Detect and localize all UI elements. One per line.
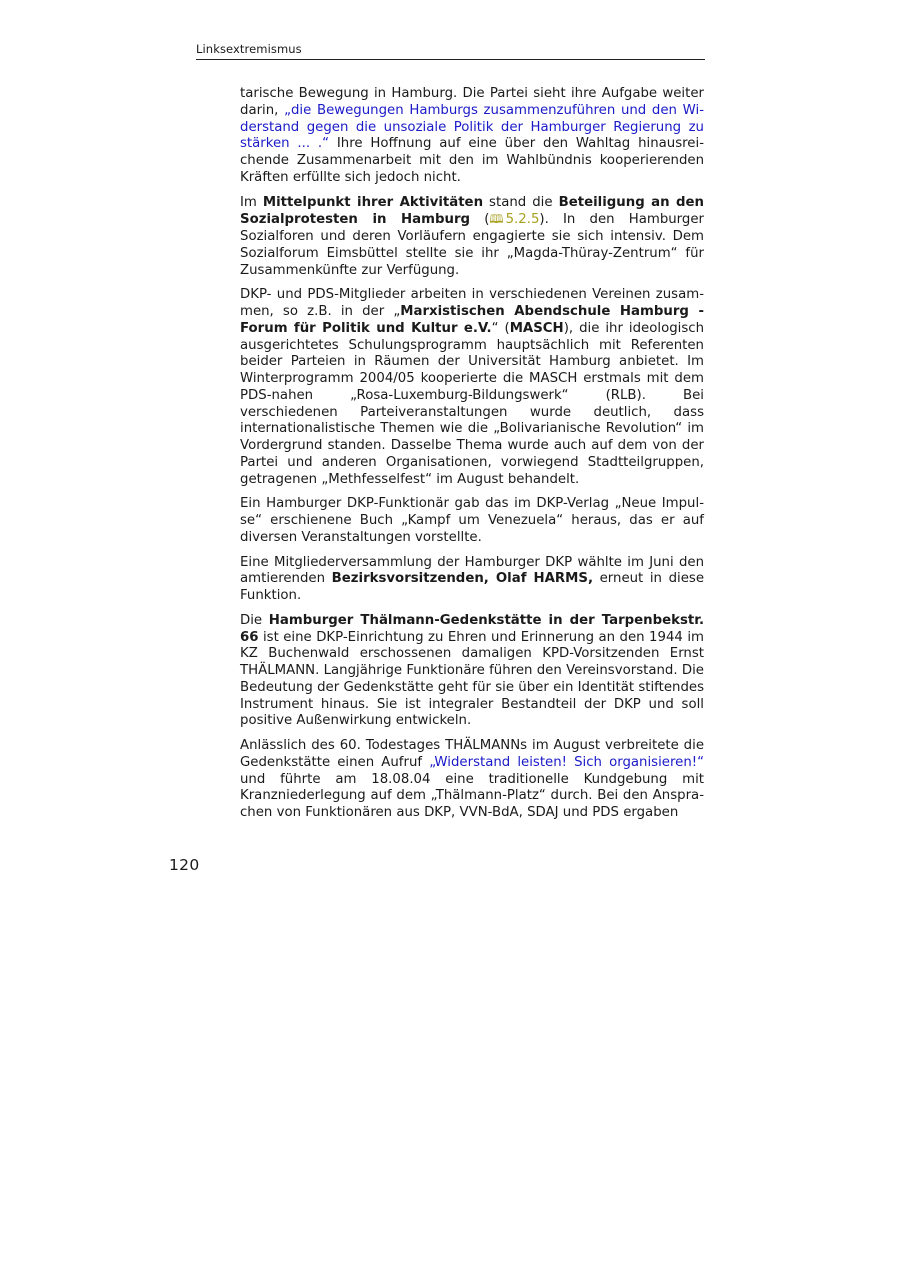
bold-run: Marxistischen Abendschule Hamburg - Forum für Politik und Kultur e.V. (240, 304, 705, 336)
text-run: erneut in diese Funktion. (240, 571, 704, 603)
running-title: Linksextremismus (196, 42, 302, 56)
bold-run: Bezirksvorsitzenden, Olaf HARMS, (331, 571, 593, 587)
paragraph-7 (240, 738, 704, 822)
text-run: tarische Bewegung in Hamburg. Die Partei sieht ihre Aufgabe weiter darin, (240, 86, 704, 118)
highlighted-quote: „die Bewegungen Hamburgs zusammenzuführen und den Widerstand gegen die unsoziale Politik der Hamburger Regierung zu stärken ... .“ (240, 102, 704, 152)
paragraph-2 (240, 195, 704, 280)
bold-run: MASCH (509, 320, 564, 336)
paragraph-4 (240, 496, 704, 546)
cross-reference-number: 5.2.5 (505, 212, 540, 228)
highlighted-quote: „Widerstand leisten! Sich organisieren!“ (429, 754, 704, 770)
body-text (240, 86, 704, 830)
bold-run: Hamburger Thälmann-Gedenkstätte in der Tarpenbekstr. 66 (240, 612, 705, 645)
text-run: ist eine DKP-Einrichtung zu Ehren und Erinnerung an den 1944 im KZ Buchenwald erschossenen damaligen KPD-Vorsitzenden Ernst THÄLMANN. Langjährige Funktionäre führen den Vereinsvorstand. Die Bedeutung der Gedenkstätte geht für sie über ein Identität stiftendes Instrument hinaus. Sie ist integraler Bestandteil der DKP und soll positive Außenwirkung entwickeln. (240, 629, 704, 729)
text-run: Ihre Hoffnung auf eine über den Wahltag hinausreichende Zusammenarbeit mit den im Wahlbündnis kooperierenden Kräften erfüllte sich jedoch nicht. (240, 136, 704, 185)
text-run: “ ( (491, 320, 510, 336)
text-run: ( (470, 212, 490, 228)
paragraph-1 (240, 86, 704, 187)
page-number: 120 (169, 856, 200, 874)
text-run: Ein Hamburger DKP-Funktionär gab das im DKP-Verlag „Neue Impulse“ erschienene Buch „Kampf um Venezuela“ heraus, das er auf diversen Veranstaltungen vorstellte. (240, 496, 704, 545)
text-run: Anlässlich des 60. Todestages THÄLMANNs im August verbreitete die Gedenkstätte einen Aufruf (240, 738, 704, 770)
paragraph-5 (240, 555, 704, 605)
text-run: ). In den Hamburger Sozialforen und deren Vorläufern engagierte sie sich intensiv. Dem Sozialforum Eimsbüttel stellte sie ihr „Magda-Thüray-Zentrum“ für Zusammenkünfte zur Verfügung. (240, 212, 705, 278)
text-run: ), die ihr ideologisch ausgerichtetes Schulungsprogramm hauptsächlich mit Referenten beider Parteien in Räumen der Universität Hamburg anbietet. Im Winterprogramm 2004/05 kooperierte die MASCH erstmals mit dem PDS-nahen „Rosa-Luxemburg-Bildungswerk“ (RLB). Bei verschiedenen Parteiveranstaltungen wurde deutlich, dass internationalistische Themen wie die „Bolivarianische Revolution“ im Vordergrund standen. Dasselbe Thema wurde auch auf dem von der Partei und anderen Organisationen, vorwiegend Stadtteilgruppen, getragenen „Methfesselfest“ im August behandelt. (240, 320, 705, 487)
text-run: Im (240, 194, 263, 210)
text-run: DKP- und PDS-Mitglieder arbeiten in verschiedenen Vereinen zusammen, so z.B. in der „ (240, 287, 704, 319)
text-run: Die (240, 612, 269, 628)
bold-run: Mittelpunkt ihrer Aktivitäten (262, 194, 484, 210)
paragraph-6 (240, 613, 704, 730)
paragraph-3 (240, 287, 704, 488)
running-header (196, 42, 705, 60)
bold-run: Beteiligung an den Sozialprotesten in Hamburg (240, 194, 704, 228)
book-icon: 🕮 (489, 212, 504, 227)
text-run: Eine Mitgliederversammlung der Hamburger DKP wählte im Juni den amtierenden (240, 554, 704, 587)
text-run: stand die (483, 194, 559, 210)
cross-reference-link[interactable] (489, 212, 539, 227)
text-run: und führte am 18.08.04 eine traditionelle Kundgebung mit Kranzniederlegung auf dem „Thälmann-Platz“ durch. Bei den Ansprachen von Funktionären aus DKP, VVN-BdA, SDAJ und PDS ergaben (240, 771, 704, 820)
